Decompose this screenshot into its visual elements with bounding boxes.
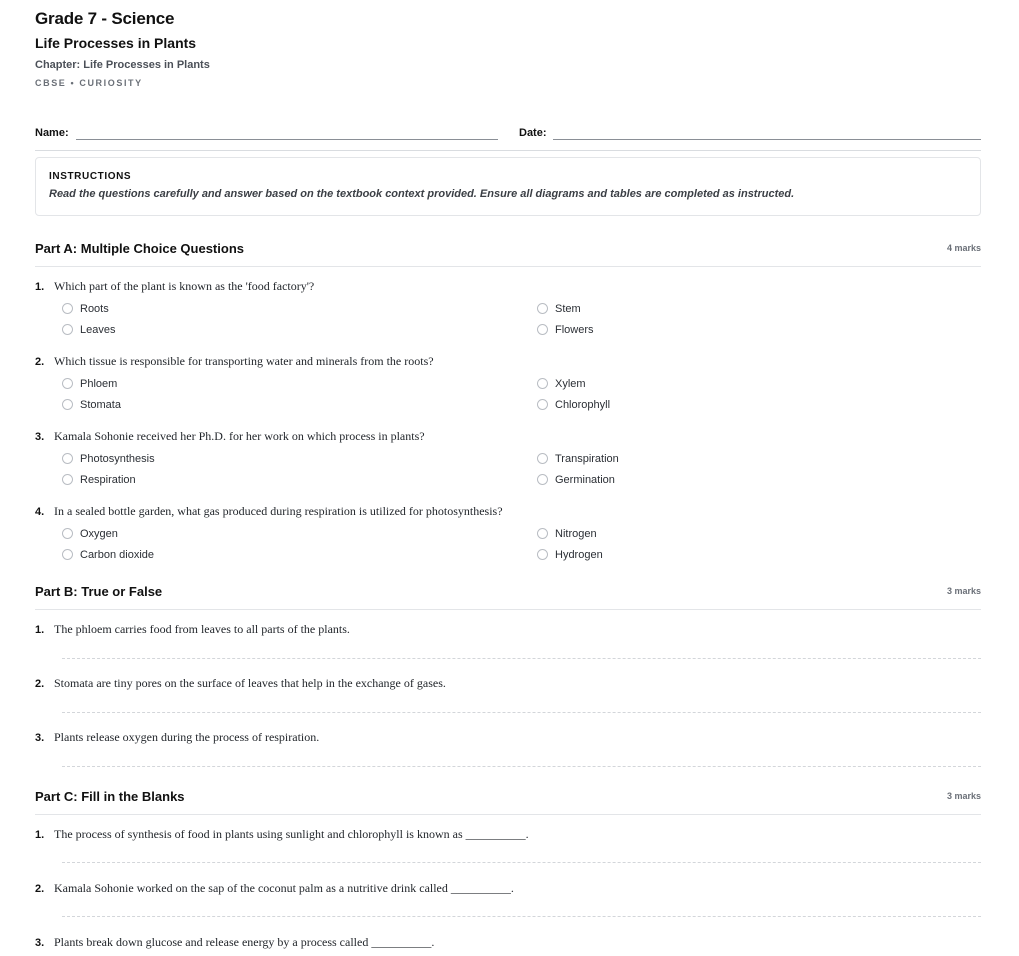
part-b-header [35,584,981,610]
question-text: Stomata are tiny pores on the surface of leaves that help in the exchange of gases. [54,676,446,690]
question-text: The process of synthesis of food in plants using sunlight and chlorophyll is known as __________. [54,827,529,841]
question-text: In a sealed bottle garden, what gas produced during respiration is utilized for photosynthesis? [54,504,503,518]
radio-button[interactable] [62,528,73,539]
worksheet-title: Grade 7 - Science [35,9,175,28]
question-number: 1. [35,624,45,636]
radio-button[interactable] [62,324,73,335]
worksheet-subtitle: Life Processes in Plants [35,35,197,51]
answer-line[interactable] [62,766,981,767]
part-b-marks: 3 marks [946,586,981,596]
mcq-question-3 [35,429,981,444]
radio-button[interactable] [537,378,548,389]
question-number: 1. [35,829,45,841]
answer-line[interactable] [62,862,981,863]
radio-button[interactable] [62,474,73,485]
instructions-title: INSTRUCTIONS [49,171,132,182]
question-number: 1. [35,281,45,293]
blank-question-2 [35,881,981,896]
part-c-header [35,789,981,815]
question-text: Plants release oxygen during the process of respiration. [54,730,320,744]
part-c-title: Part C: Fill in the Blanks [35,789,185,804]
radio-button[interactable] [537,453,548,464]
radio-button[interactable] [537,324,548,335]
question-text: The phloem carries food from leaves to all parts of the plants. [54,622,350,636]
radio-button[interactable] [537,474,548,485]
tf-question-2 [35,676,981,691]
radio-button[interactable] [537,528,548,539]
question-number: 3. [35,431,45,443]
tf-question-3 [35,730,981,745]
mcq-question-4 [35,504,981,519]
radio-button[interactable] [62,399,73,410]
question-text: Kamala Sohonie received her Ph.D. for her work on which process in plants? [54,429,425,443]
radio-button[interactable] [62,453,73,464]
answer-line[interactable] [62,712,981,713]
chapter-label: Chapter: Life Processes in Plants [35,59,210,71]
question-number: 4. [35,506,45,518]
question-text: Which tissue is responsible for transporting water and minerals from the roots? [54,354,434,368]
instructions-text: Read the questions carefully and answer based on the textbook context provided. Ensure all diagrams and tables are completed as instructed. [49,188,795,200]
mcq-question-1 [35,279,981,294]
question-text: Which part of the plant is known as the 'food factory'? [54,279,315,293]
worksheet: Grade 7 - Science Life Processes in Plants Chapter: Life Processes in Plants CBSE • CURIOSITY Name: Date: INSTRUCTIONS Read the questions carefully and answer based on the textbook context provided. Ensure all diagrams and tables are completed as instructed. Part A: Multiple Choice Questions 4 marks 1. Which part of the plant is known as the 'food factory'? Roots Stem Leaves Flowers 2. Which tissue is responsible for transporting water and minerals from the roots? Phloem Xylem Stomata Chlorophyll 3. Kamala Sohonie received her Ph.D. for her work on which process in plants? Photosynthesis Transpiration Respiration Germination 4. In a sealed bottle garden, what gas produced during respiration is utilized for photosynthesis? Oxygen Nitrogen Carbon dioxide Hydrogen Part B: True or False 3 marks 1. The phloem carries food from leaves to all parts of the plants. 2. Stomata are tiny pores on the surface of leaves that help in the exchange of gases. 3. Plants release oxygen during the process of respiration. Part C: Fill in the Blanks 3 marks 1. The process of synthesis of food in plants using sunlight and chlorophyll is known as __________. 2. Kamala Sohonie worked on the sap of the coconut palm as a nutritive drink called __________. 3. Plants break down glucose and release energy by a process called __________. [35,9,981,949]
question-text: Plants break down glucose and release energy by a process called __________. [54,935,435,949]
question-number: 2. [35,356,45,368]
radio-button[interactable] [537,549,548,560]
name-field[interactable] [76,139,498,140]
question-text: Kamala Sohonie worked on the sap of the coconut palm as a nutritive drink called __________. [54,881,514,895]
part-c-marks: 3 marks [946,791,981,801]
date-field[interactable] [553,139,981,140]
answer-line[interactable] [62,658,981,659]
name-date-row [35,117,981,151]
radio-button[interactable] [62,303,73,314]
part-a-header [35,241,981,267]
question-number: 2. [35,883,45,895]
question-number: 3. [35,937,45,949]
radio-button[interactable] [62,378,73,389]
part-a-title: Part A: Multiple Choice Questions [35,241,244,256]
question-number: 2. [35,678,45,690]
part-a-marks: 4 marks [946,243,981,253]
date-label: Date: [519,127,547,139]
tf-question-1 [35,622,981,637]
part-b-title: Part B: True or False [35,584,163,599]
board-meta: CBSE • CURIOSITY [35,78,143,88]
blank-question-3 [35,935,981,950]
radio-button[interactable] [537,399,548,410]
blank-question-1 [35,827,981,842]
name-label: Name: [35,127,69,139]
answer-line[interactable] [62,916,981,917]
radio-button[interactable] [62,549,73,560]
question-number: 3. [35,732,45,744]
radio-button[interactable] [537,303,548,314]
instructions-box [35,157,981,216]
mcq-question-2 [35,354,981,369]
